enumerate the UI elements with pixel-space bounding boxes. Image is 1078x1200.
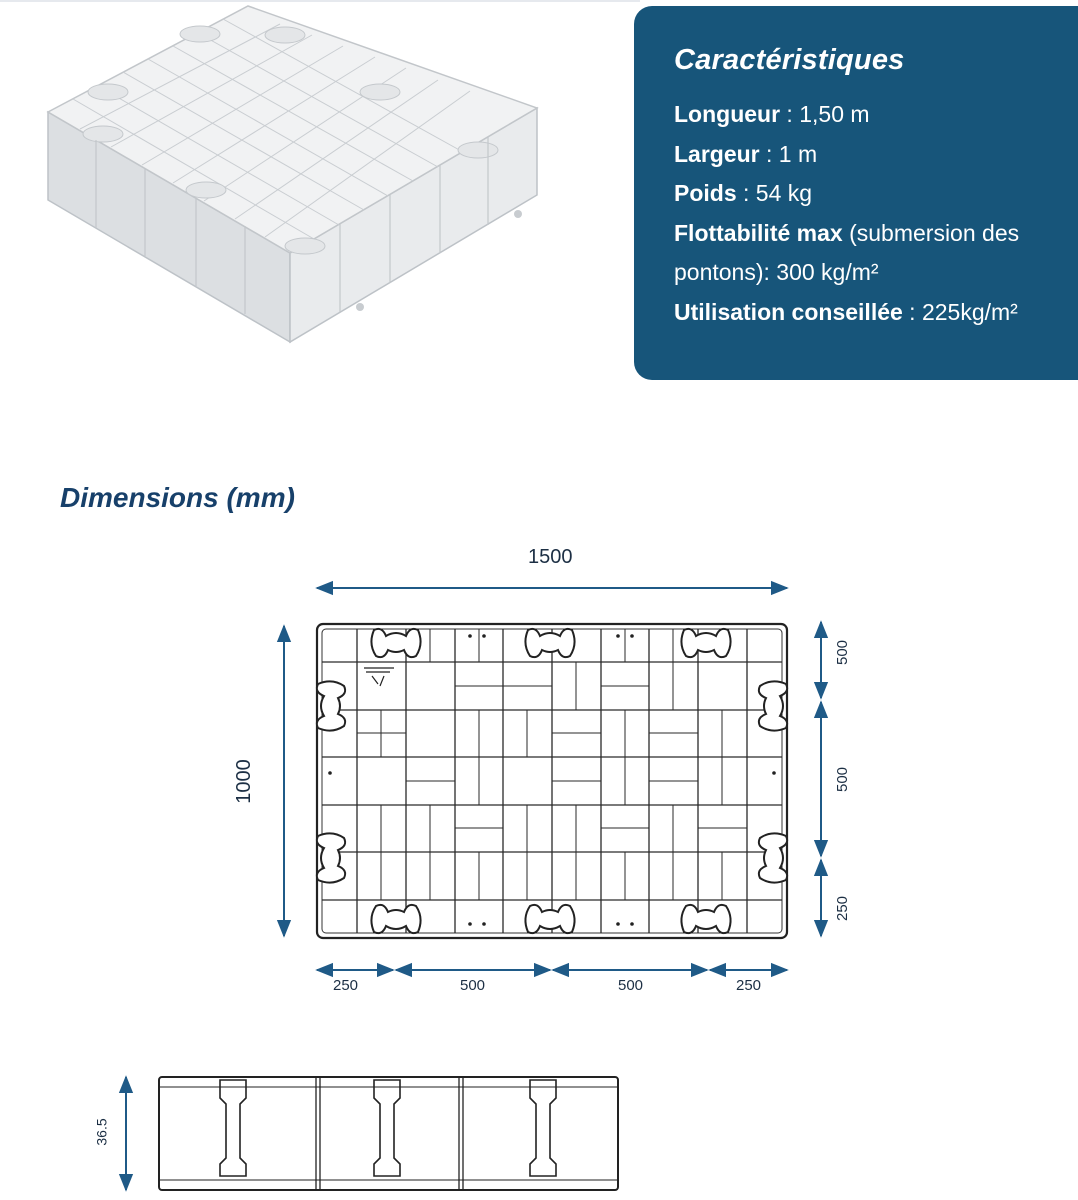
spec-value: (submersion des <box>842 219 1020 246</box>
bottom-segment-label-4: 250 <box>736 977 762 994</box>
width-dimension-label: 1500 <box>528 546 573 568</box>
spec-value: : 1 m <box>759 140 818 167</box>
spec-value: : 54 kg <box>736 180 813 206</box>
spec-label: Utilisation conseillée <box>674 298 903 325</box>
spec-label: Longueur <box>674 101 781 127</box>
spec-label: Largeur <box>674 140 760 167</box>
characteristics-title: Caractéristiques <box>674 44 905 76</box>
bottom-segment-label-3: 500 <box>618 977 644 994</box>
spec-value: : 225kg/m² <box>902 298 1018 325</box>
height-dimension-label: 1000 <box>232 759 255 804</box>
right-segment-label-1: 500 <box>834 639 852 666</box>
bottom-segment-label-1: 250 <box>333 977 359 994</box>
right-segment-label-3: 250 <box>834 895 852 922</box>
bottom-segment-label-2: 500 <box>460 977 486 994</box>
spec-value: : 1,50 m <box>780 101 870 127</box>
side-height-label: 36.5 <box>93 1118 110 1146</box>
spec-label: Flottabilité max <box>674 219 843 246</box>
side-view-drawing <box>159 1077 618 1190</box>
spec-value-continuation: pontons): 300 kg/m² <box>674 259 879 285</box>
spec-label: Poids <box>674 180 737 206</box>
dimensions-heading: Dimensions (mm) <box>60 482 295 513</box>
right-segment-label-2: 500 <box>834 766 852 793</box>
